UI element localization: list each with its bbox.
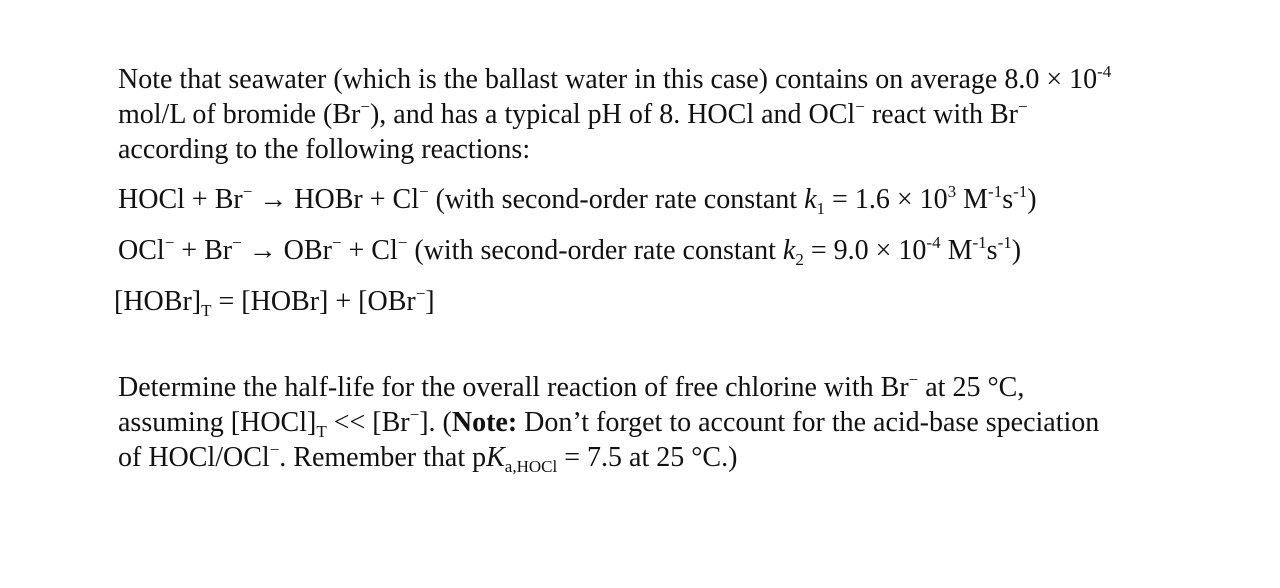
ka-symbol: K — [486, 442, 505, 473]
rate-constant-value: = 1.6 × 10 — [825, 184, 948, 215]
intro-line-1 — [118, 62, 1218, 97]
question-text: at 25 °C, — [918, 372, 1025, 403]
exponent: -4 — [926, 233, 941, 252]
equation-text: [HOBr] — [114, 286, 202, 317]
charge-minus: − — [331, 233, 342, 252]
charge-minus: − — [232, 233, 242, 252]
charge-minus: − — [397, 233, 408, 252]
intro-paragraph — [118, 62, 1218, 167]
charge-minus: − — [242, 182, 253, 201]
reaction-text: ) — [1027, 184, 1037, 215]
question-text: Determine the half-life for the overall reaction of free chlorine with Br — [118, 372, 909, 403]
intro-line-3: according to the following reactions: — [118, 134, 531, 165]
exponent: -1 — [1013, 182, 1028, 201]
reaction-1 — [118, 182, 1037, 217]
question-text: . Remember that p — [279, 442, 487, 473]
question-paragraph — [118, 370, 1218, 475]
question-line-2 — [118, 405, 1218, 440]
subscript: 2 — [795, 250, 804, 269]
charge-minus: − — [360, 97, 370, 116]
reaction-text: OCl — [118, 235, 165, 266]
intro-text: Note that seawater (which is the ballast water in this case) contains on average 8.0 × 10 — [118, 64, 1098, 95]
subscript: 1 — [816, 199, 826, 218]
reaction-text: (with second-order rate constant — [407, 235, 783, 266]
unit: M — [940, 235, 973, 266]
reaction-text: HOCl + Br — [118, 184, 243, 215]
reaction-text: → HOBr + Cl — [252, 184, 419, 215]
question-text: << [Br — [326, 407, 410, 438]
exponent: 3 — [947, 182, 957, 201]
rate-constant-symbol: k — [804, 184, 817, 215]
exponent: -1 — [988, 182, 1003, 201]
equation-text: = [HOBr] + [OBr — [211, 286, 416, 317]
charge-minus: − — [855, 97, 865, 116]
total-hobr-equation — [114, 284, 435, 319]
unit: s — [1002, 184, 1014, 215]
charge-minus: − — [418, 182, 429, 201]
charge-minus: − — [415, 284, 426, 303]
intro-line-2 — [118, 97, 1218, 132]
unit: M — [956, 184, 989, 215]
charge-minus: − — [269, 440, 280, 459]
intro-text: ), and has a typical pH of 8. HOCl and OCl — [369, 99, 856, 130]
question-line-1 — [118, 370, 1218, 405]
reaction-text: (with second-order rate constant — [428, 184, 805, 215]
subscript: T — [316, 422, 327, 441]
reaction-text: ) — [1011, 235, 1022, 266]
reaction-text: + Cl — [341, 235, 398, 266]
question-text: of HOCl/OCl — [118, 442, 270, 473]
charge-minus: − — [908, 370, 919, 389]
question-text: Don’t forget to account for the acid-base speciation — [517, 407, 1100, 438]
rate-constant-value: = 9.0 × 10 — [803, 235, 927, 266]
charge-minus: − — [409, 405, 420, 424]
equation-text: ] — [425, 286, 435, 317]
reaction-text: + Br — [174, 235, 233, 266]
question-text: assuming [HOCl] — [118, 407, 317, 438]
exponent: -1 — [997, 233, 1012, 252]
reaction-text: → OBr — [241, 235, 332, 266]
subscript: T — [201, 301, 212, 320]
intro-text: react with Br — [864, 99, 1018, 130]
subscript: a,HOCl — [504, 457, 558, 476]
reaction-2 — [118, 233, 1021, 268]
exponent: -4 — [1097, 62, 1112, 81]
rate-constant-symbol: k — [782, 235, 796, 266]
unit: s — [986, 235, 998, 266]
question-text: = 7.5 at 25 °C.) — [557, 442, 738, 473]
question-text: ]. ( — [419, 407, 452, 438]
note-label: Note: — [451, 407, 518, 438]
charge-minus: − — [164, 233, 175, 252]
question-line-3 — [118, 440, 1218, 475]
exponent: -1 — [972, 233, 987, 252]
charge-minus: − — [1017, 97, 1028, 116]
intro-text: mol/L of bromide (Br — [118, 99, 361, 130]
